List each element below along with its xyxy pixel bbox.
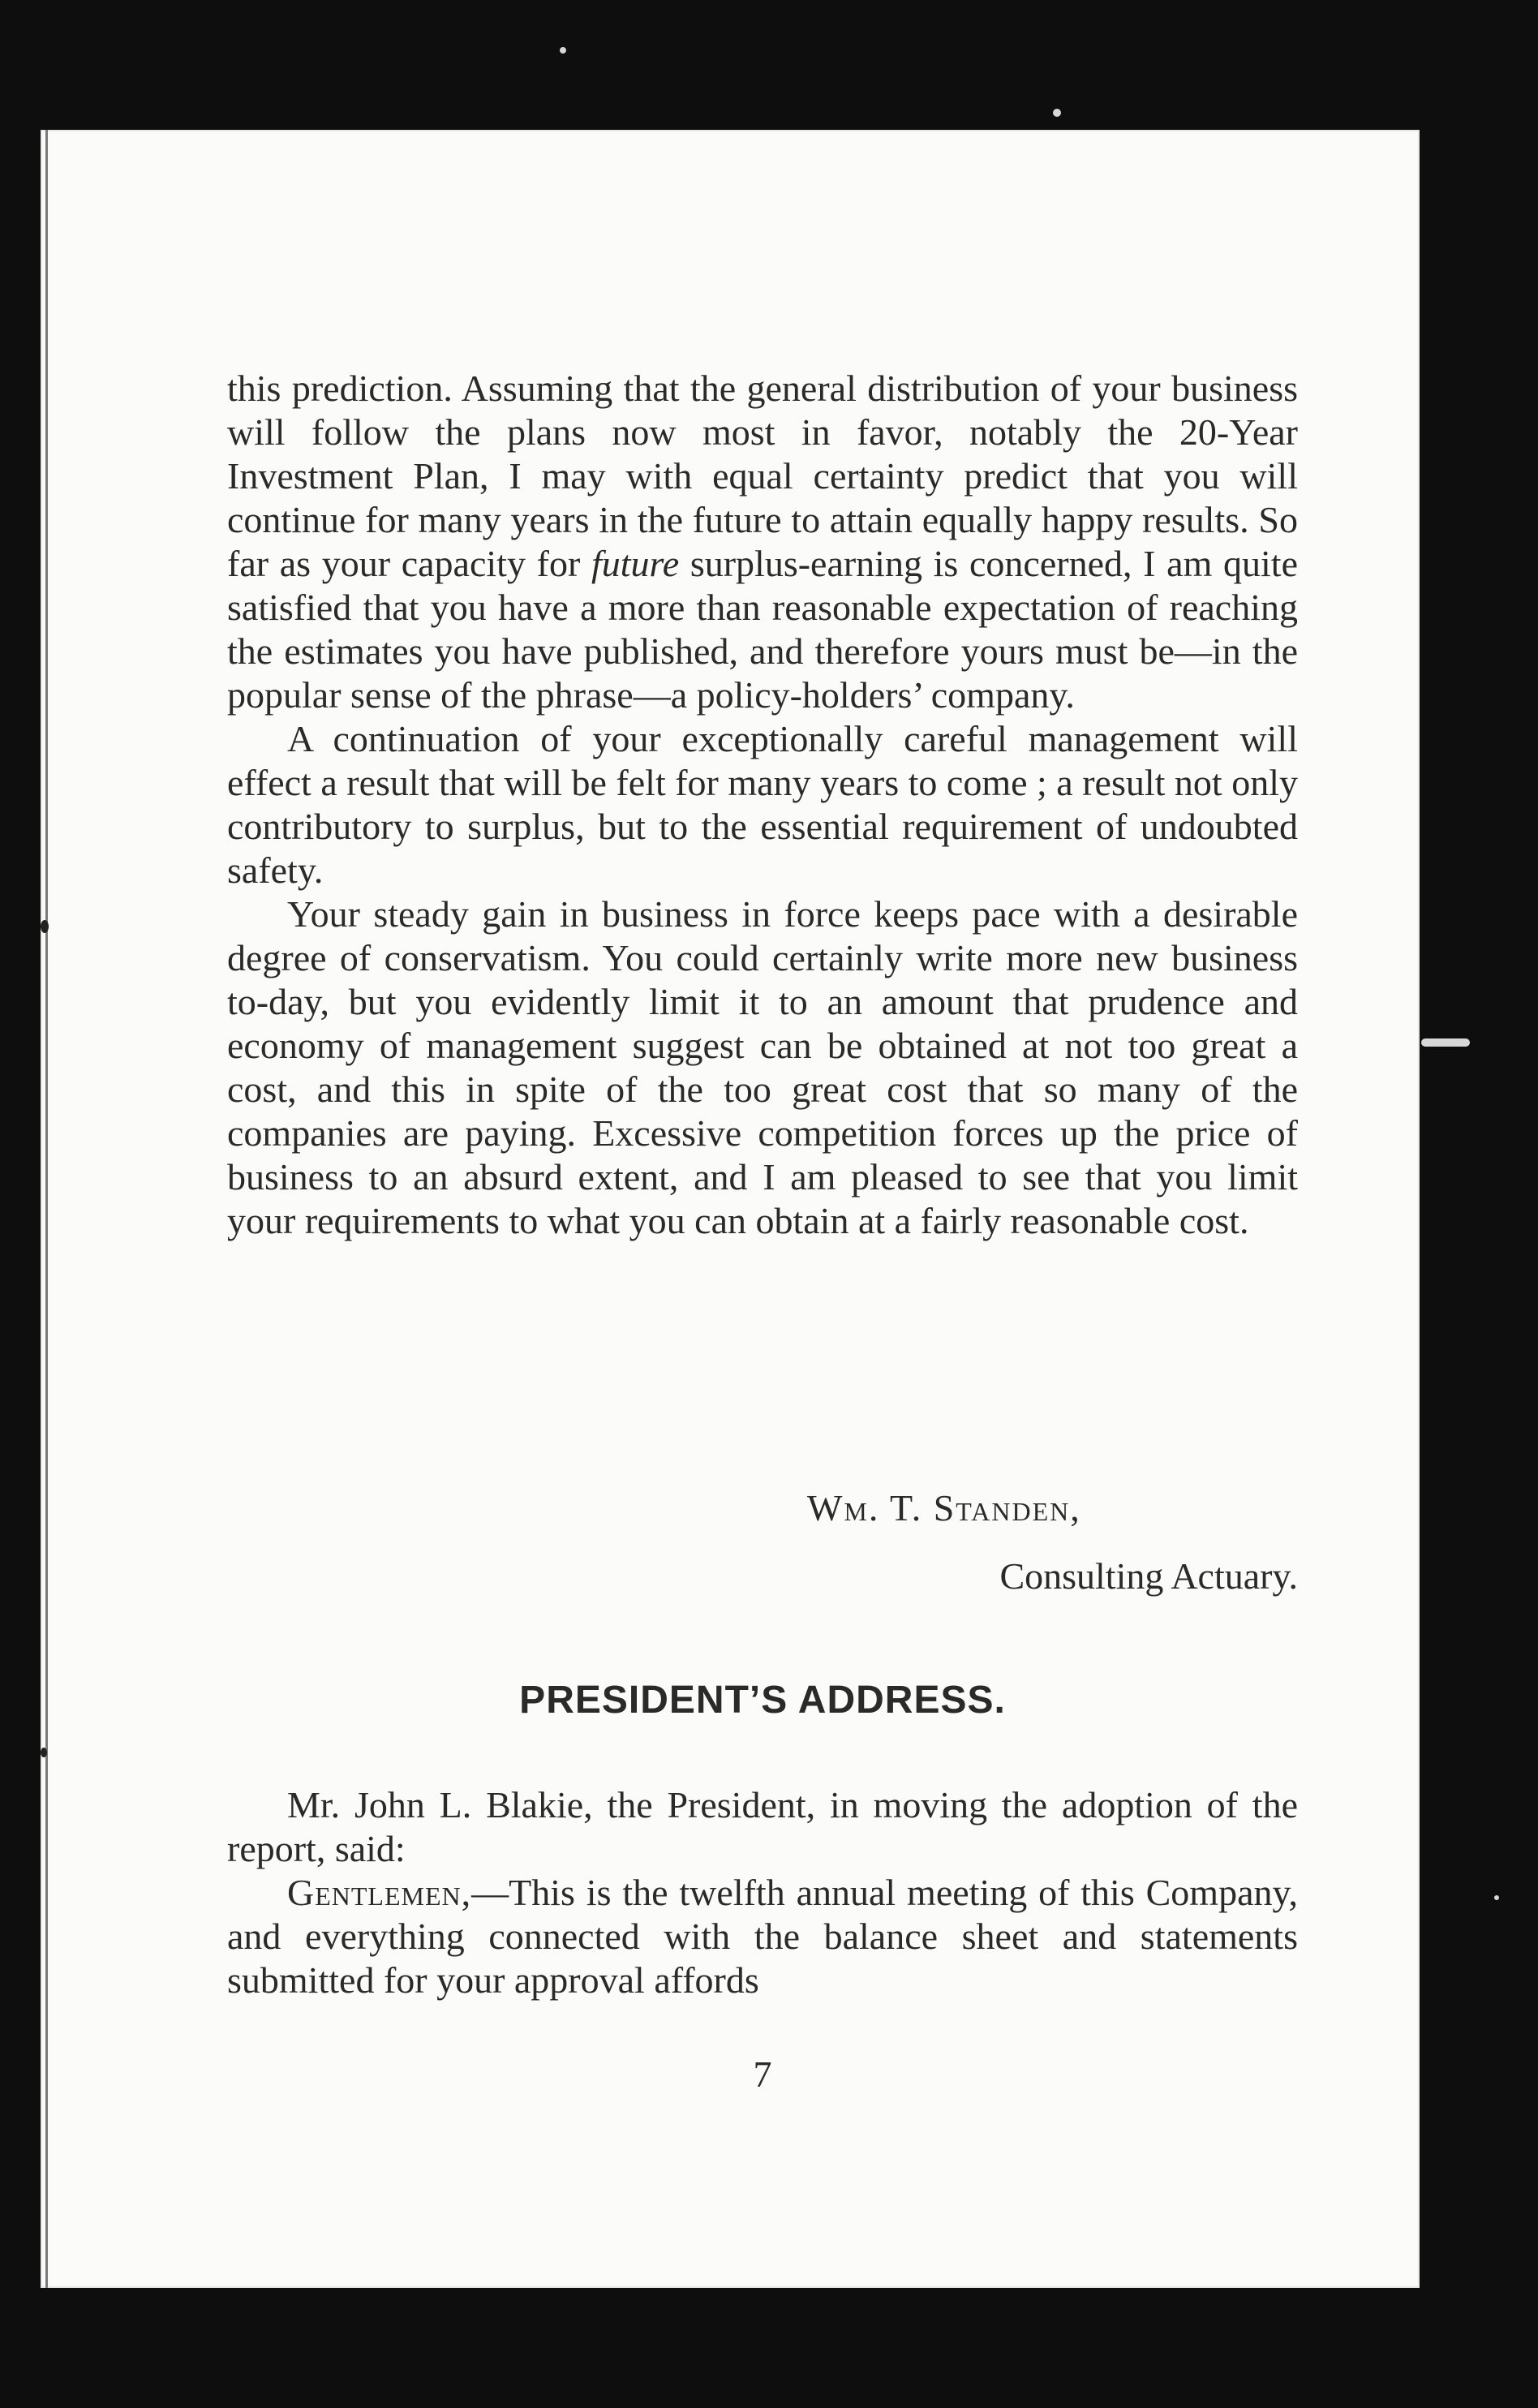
paragraph: A continuation of your exceptionally careful management will effect a result that will be felt for many years to come ; a result not only contributory to surplus, but to the essential requirement of undoubted safety. [227, 718, 1298, 891]
paragraph-text: this prediction. Assuming that the general distribution of your business will follow the plans now most in favor, notably the 20-Year Investment Plan, I may with equal certainty predict that you will continue for many years in the future to attain equally happy results. So far as your capacity for [227, 368, 1298, 584]
page-number: 7 [753, 2053, 772, 2095]
dust-speck [1494, 1895, 1499, 1900]
italic-word: future [591, 543, 680, 584]
paragraph-text: —This is the twelfth annual meeting of this Company, and everything connected with the balance sheet and statements submitted for your approval affords [227, 1872, 1298, 2001]
section-heading: PRESIDENT’S ADDRESS. [519, 1679, 1006, 1722]
paragraph-text: surplus-earning is concerned, I am quite satisfied that you have a more than reasonable expectation of reaching the estimates you have published, and therefore yours must be—in the popular sense of the phrase—a policy-holders’ company. [227, 543, 1299, 716]
paragraph [227, 367, 1298, 717]
salutation: Gentlemen, [287, 1872, 472, 1913]
paragraph: Mr. John L. Blakie, the President, in moving the adoption of the report, said: [227, 1784, 1298, 1869]
page-edge-line [45, 130, 48, 2288]
dust-speck [1053, 109, 1061, 117]
paragraph: Your steady gain in business in force keeps pace with a desirable degree of conservatism. You could certainly write more new business to-day, but you evidently limit it to an amount that prudence and economy of management suggest can be obtained at not too great a cost, and this in spite of the too great cost that so many of the companies are paying. Excessive competition forces up the price of business to an absurd extent, and I am pleased to see that you limit your requirements to what you can obtain at a fairly reasonable cost. [227, 893, 1298, 1241]
dust-speck [1421, 1038, 1470, 1047]
margin-mark [41, 1748, 47, 1757]
signature-block [227, 1486, 1298, 1598]
margin-mark [41, 920, 49, 933]
dust-speck [560, 47, 566, 54]
paragraph [227, 1871, 1298, 2002]
body-text [227, 367, 1298, 1243]
signatory-name: Wm. T. Standen, [807, 1487, 1081, 1529]
signatory-title: Consulting Actuary. [999, 1555, 1298, 1597]
address-text [227, 1783, 1298, 2002]
